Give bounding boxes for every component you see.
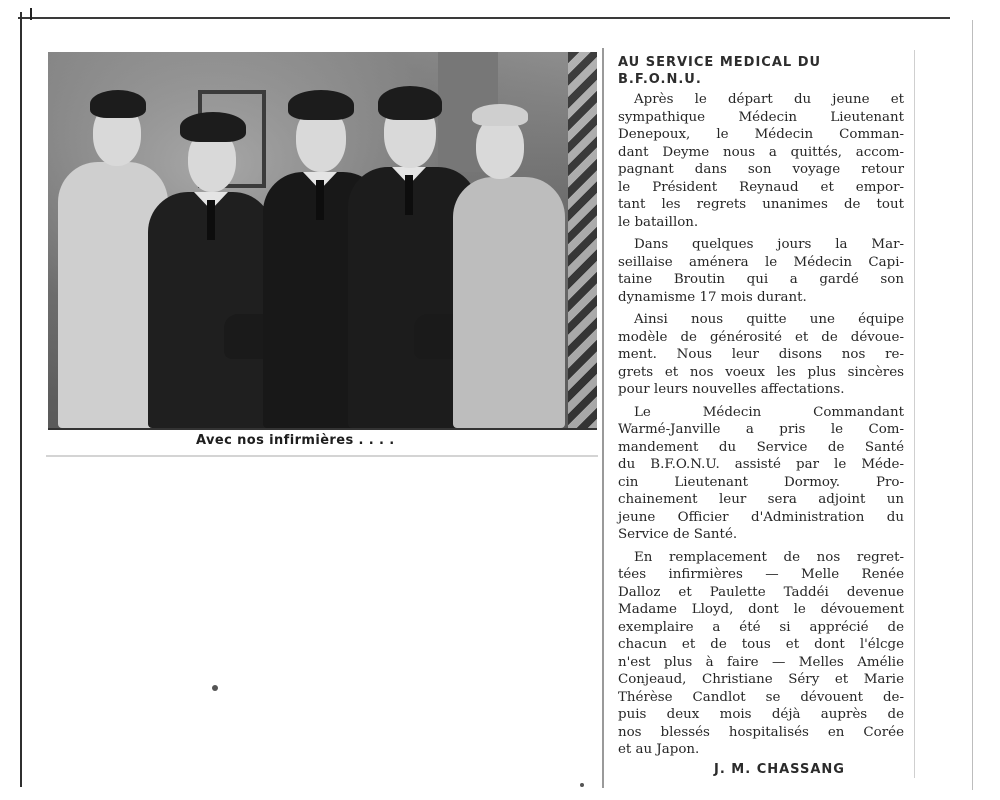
text-line: tant les regrets unanimes de tout: [618, 197, 904, 212]
text-line: Dans quelques jours la Mar-: [634, 237, 904, 252]
text-line: n'est plus à faire — Melles Amélie: [618, 654, 904, 670]
photo-flag: [568, 52, 597, 428]
text-line: exemplaire a été si apprécié de: [618, 619, 904, 635]
text-line: taine Broutin qui a gardé son: [618, 272, 904, 287]
text-line: pour leurs nouvelles affectations.: [618, 382, 845, 397]
text-line: Dalloz et Paulette Taddéi devenue: [618, 584, 904, 600]
headline-line: AU SERVICE MEDICAL DU: [618, 55, 822, 70]
text-line: ment. Nous leur disons nos re-: [618, 347, 904, 362]
page-frame-right-border: [972, 20, 973, 790]
text-line: tées infirmières — Melle Renée: [618, 567, 904, 582]
text-line: seillaise aménera le Médecin Capi-: [618, 254, 904, 270]
text-line: le bataillon.: [618, 214, 699, 230]
text-line: chainement leur sera adjoint un: [618, 492, 904, 507]
text-line: pagnant dans son voyage retour: [618, 162, 904, 177]
scan-speck: [580, 783, 584, 787]
text-line: mandement du Service de Santé: [618, 439, 904, 455]
article-column: [618, 54, 904, 777]
text-line: Ainsi nous quitte une équipe: [634, 312, 904, 327]
text-line: Thérèse Candlot se dévouent de-: [618, 689, 904, 705]
article-signature: J. M. CHASSANG: [714, 761, 845, 777]
text-line: sympathique Médecin Lieutenant: [618, 109, 904, 125]
text-line: Denepoux, le Médecin Comman-: [618, 127, 904, 142]
frame-corner-mark: [30, 8, 32, 20]
text-line: Le Médecin Commandant: [634, 404, 904, 420]
paragraph-4: [618, 404, 904, 544]
article-headline: [618, 54, 904, 88]
caption-underline: [46, 455, 598, 457]
paragraph-3: [618, 311, 904, 399]
text-line: nos blessés hospitalisés en Corée: [618, 724, 904, 740]
text-line: puis deux mois déjà auprès de: [618, 707, 904, 722]
nurses-group-photo: [48, 52, 597, 430]
text-line: du B.F.O.N.U. assisté par le Méde-: [618, 457, 904, 472]
text-line: En remplacement de nos regret-: [634, 549, 904, 565]
paragraph-5: [618, 549, 904, 759]
text-line: dynamisme 17 mois durant.: [618, 289, 807, 305]
text-line: dant Deyme nous a quittés, accom-: [618, 144, 904, 160]
text-line: jeune Officier d'Administration du: [618, 509, 904, 525]
photo-caption: Avec nos infirmières . . . .: [196, 433, 395, 448]
text-line: grets et nos voeux les plus sincères: [618, 364, 904, 380]
text-line: Après le départ du jeune et: [634, 92, 904, 107]
text-line: chacun et de tous et dont l'élcge: [618, 637, 904, 652]
scan-speck: [212, 685, 218, 691]
right-margin-line: [914, 50, 915, 778]
text-line: Conjeaud, Christiane Séry et Marie: [618, 672, 904, 687]
text-line: et au Japon.: [618, 742, 700, 757]
page-frame-left-border: [20, 12, 22, 787]
column-divider: [602, 48, 604, 788]
text-line: le Président Reynaud et empor-: [618, 179, 904, 195]
text-line: Madame Lloyd, dont le dévouement: [618, 602, 904, 617]
text-line: cin Lieutenant Dormoy. Pro-: [618, 474, 904, 490]
page-frame-top-border: [18, 17, 950, 19]
text-line: Service de Santé.: [618, 527, 738, 542]
text-line: modèle de générosité et de dévoue-: [618, 329, 904, 345]
text-line: Warmé-Janville a pris le Com-: [618, 422, 904, 437]
paragraph-1: [618, 91, 904, 231]
headline-line: B.F.O.N.U.: [618, 72, 702, 87]
paragraph-2: [618, 236, 904, 306]
